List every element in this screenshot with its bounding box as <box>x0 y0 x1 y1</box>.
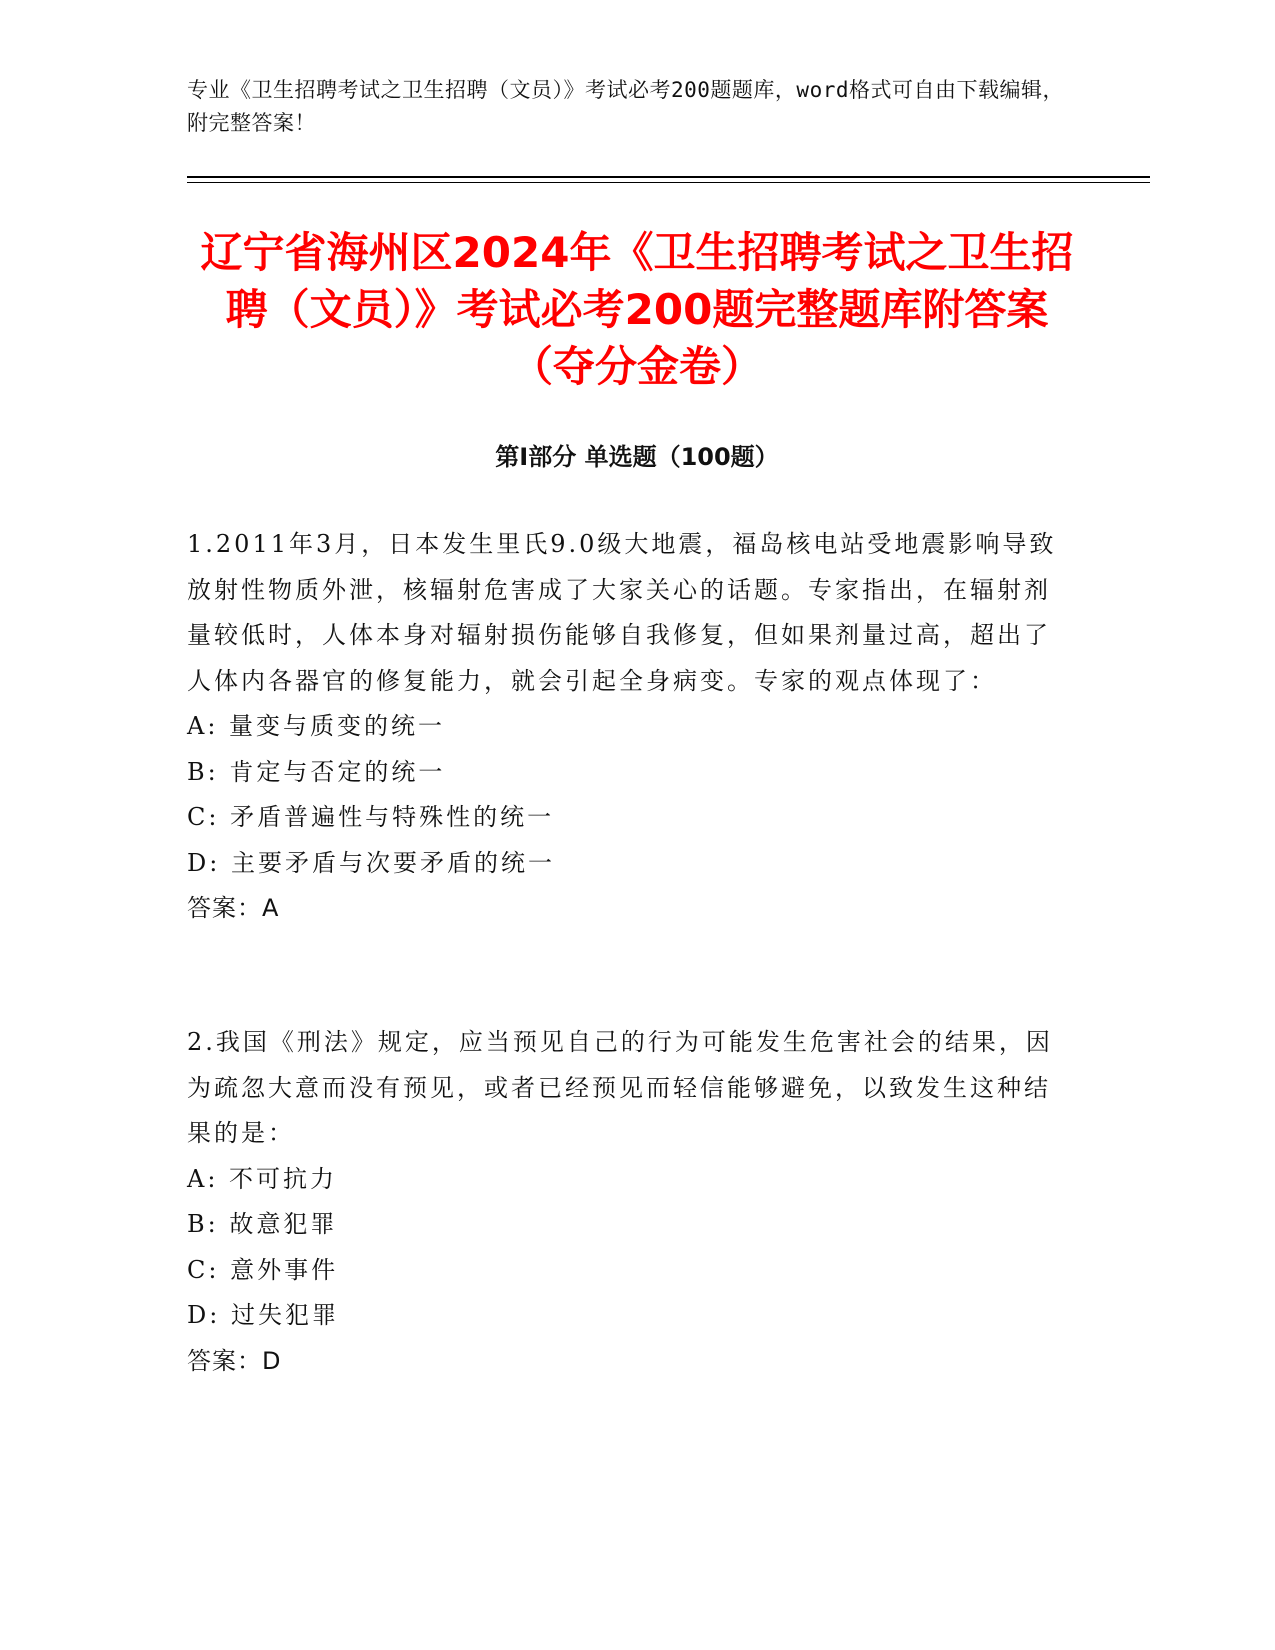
document-title: 辽宁省海州区2024年《卫生招聘考试之卫生招聘（文员）》考试必考200题完整题库附答案（夺分金卷） <box>200 228 1074 391</box>
question-1 <box>187 522 1067 932</box>
option-d: D: 主要矛盾与次要矛盾的统一 <box>187 848 555 877</box>
question-stem: 2.我国《刑法》规定，应当预见自己的行为可能发生危害社会的结果，因为疏忽大意而没有预见，或者已经预见而轻信能够避免，以致发生这种结果的是： <box>187 1028 1053 1147</box>
option-d: D: 过失犯罪 <box>187 1301 339 1329</box>
header-divider-thin <box>187 182 1150 183</box>
header-divider-thick <box>187 176 1150 178</box>
option-a: A: 不可抗力 <box>187 1164 338 1193</box>
answer: 答案：D <box>187 1346 282 1375</box>
option-a: A: 量变与质变的统一 <box>187 712 446 740</box>
answer: 答案：A <box>187 894 280 922</box>
question-stem: 1.2011年3月，日本发生里氏9.0级大地震，福岛核电站受地震影响导致放射性物质外泄，核辐射危害成了大家关心的话题。专家指出，在辐射剂量较低时，人体本身对辐射损伤能够自我修复，但如果剂量过高，超出了人体内各器官的修复能力，就会引起全身病变。专家的观点体现了： <box>187 530 1057 695</box>
option-b: B: 肯定与否定的统一 <box>187 757 446 786</box>
header-note: 专业《卫生招聘考试之卫生招聘（文员）》考试必考200题题库，word格式可自由下载编辑，附完整答案！ <box>187 78 1064 135</box>
option-c: C: 意外事件 <box>187 1255 339 1284</box>
section-heading: 第Ⅰ部分 单选题（100题） <box>495 443 779 471</box>
question-2 <box>187 1020 1067 1384</box>
option-b: B: 故意犯罪 <box>187 1210 338 1238</box>
option-c: C: 矛盾普遍性与特殊性的统一 <box>187 803 555 831</box>
